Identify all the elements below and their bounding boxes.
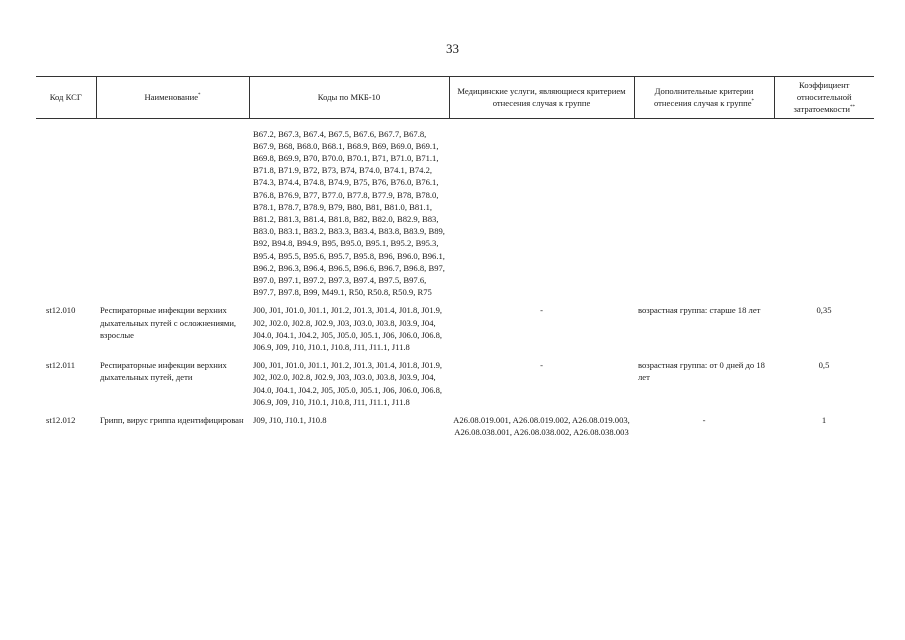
cell-mkb: B67.2, B67.3, B67.4, B67.5, B67.6, B67.7, B67.8, B67.9, B68, B68.0, B68.1, B68.9, B69, B69.0, B69.1, B69.8, B69.9, B70, B70.0, B70.1, B71, B71.0, B71.1, B71.8, B71.9, B72, B73, B74, B74.0, B74.1, B74.2, B74.3, B74.4, B74.8, B74.9, B75, B76, B76.0, B76.1, B76.8, B76.9, B77, B77.0, B77.8, B77.9, B78, B78.0, B78.1, B78.7, B78.9, B79, B80, B81, B81.0, B81.1, B81.2, B81.3, B81.4, B81.8, B82, B82.0, B82.9, B83, B83.0, B83.1, B83.2, B83.3, B83.4, B83.8, B83.9, B89, B92, B94.8, B94.9, B95, B95.0, B95.1, B95.2, B95.3, B95.4, B95.5, B95.6, B95.7, B95.8, B96, B96.0, B96.1, B96.2, B96.3, B96.4, B96.5, B96.6, B96.7, B96.8, B97, B97.0, B97.1, B97.2, B97.3, B97.4, B97.5, B97.6, B97.7, B97.8, B99, M49.1, R50, R50.8, R50.9, R75 — [253, 128, 445, 298]
cell-coef: 1 — [821, 415, 827, 426]
header-name: Наименование* — [96, 77, 249, 119]
table-row — [36, 356, 874, 411]
table-row — [36, 301, 874, 356]
header-criteria: Дополнительные критерии отнесения случая к группе* — [634, 77, 774, 119]
cell-services: - — [540, 305, 543, 316]
cell-coef: 0,5 — [818, 360, 830, 371]
cell-code: st12.010 — [46, 305, 76, 316]
cell-services: A26.08.019.001, A26.08.019.002, A26.08.019.003, A26.08.038.001, A26.08.038.002, A26.08.038.003 — [453, 415, 630, 438]
cell-mkb: J00, J01, J01.0, J01.1, J01.2, J01.3, J01.4, J01.8, J01.9, J02, J02.0, J02.8, J02.9, J03, J03.0, J03.8, J03.9, J04, J04.0, J04.1, J04.2, J05, J05.0, J05.1, J06, J06.0, J06.8, J06.9, J09, J10, J10.1, J10.8, J11, J11.1, J11.8 — [253, 305, 443, 353]
cell-mkb: J09, J10, J10.1, J10.8 — [253, 415, 327, 426]
cell-services — [449, 125, 634, 302]
cell-code — [36, 125, 96, 302]
header-coef: Коэффициент относительной затратоемкости** — [774, 77, 874, 119]
cell-criteria: возрастная группа: старше 18 лет — [638, 305, 761, 316]
table-row — [36, 411, 874, 441]
table-row — [36, 125, 874, 302]
header-code: Код КСГ — [36, 77, 96, 119]
table-header-row — [36, 77, 874, 119]
cell-criteria — [634, 125, 774, 302]
cell-criteria: - — [702, 415, 706, 426]
header-services: Медицинские услуги, являющиеся критерием отнесения случая к группе — [449, 77, 634, 119]
cell-mkb: J00, J01, J01.0, J01.1, J01.2, J01.3, J01.4, J01.8, J01.9, J02, J02.0, J02.8, J02.9, J03, J03.0, J03.8, J03.9, J04, J04.0, J04.1, J04.2, J05, J05.0, J05.1, J06, J06.0, J06.8, J06.9, J09, J10, J10.1, J10.8, J11, J11.1, J11.8 — [253, 360, 443, 407]
cell-name: Респираторные инфекции верхних дыхательных путей, дети — [100, 360, 227, 383]
cell-coef: 0,35 — [816, 305, 832, 316]
ksg-table — [36, 76, 874, 441]
cell-name — [96, 125, 249, 302]
cell-code: st12.012 — [46, 415, 76, 426]
cell-name: Респираторные инфекции верхних дыхательных путей с осложнениями, взрослые — [100, 305, 237, 340]
cell-criteria: возрастная группа: от 0 дней до 18 лет — [638, 360, 765, 383]
cell-coef — [774, 125, 874, 302]
header-mkb: Коды по МКБ-10 — [249, 77, 449, 119]
cell-name: Грипп, вирус гриппа идентифицирован — [100, 415, 244, 426]
cell-services: - — [540, 360, 543, 371]
cell-code: st12.011 — [46, 360, 76, 371]
page-number: 33 — [446, 41, 459, 56]
